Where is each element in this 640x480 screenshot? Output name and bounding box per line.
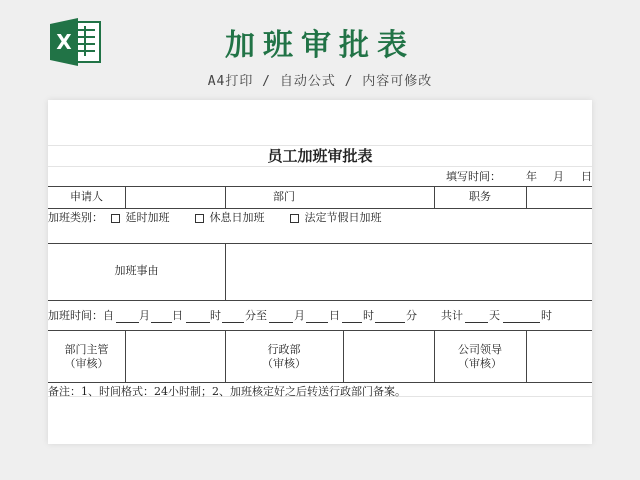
remark-text: 备注：1、时间格式：24小时制；2、加班核定好之后转送行政部门备案。 — [48, 385, 406, 398]
approval-name: 部门主管 — [64, 343, 109, 356]
unit-days: 天 — [489, 309, 500, 322]
unit-minute-to: 分至 — [245, 309, 267, 322]
option-overtime[interactable]: 延时加班 — [111, 211, 170, 225]
reason-label: 加班事由 — [114, 264, 159, 277]
form-title: 员工加班审批表 — [267, 147, 373, 165]
blank-line — [151, 322, 172, 323]
approval-note: （审核） — [262, 357, 306, 370]
checkbox-icon — [111, 214, 120, 223]
unit-day: 日 — [329, 309, 340, 322]
unit-hours: 时 — [541, 309, 552, 322]
total-label: 共计 — [441, 309, 463, 322]
approval-name: 公司领导 — [458, 343, 502, 356]
blank-line — [375, 322, 405, 323]
approval-admin — [225, 343, 343, 371]
signature-field[interactable] — [527, 331, 591, 381]
option-rest-day[interactable]: 休息日加班 — [195, 211, 265, 225]
blank-line — [186, 322, 210, 323]
approval-note: （审核） — [64, 357, 109, 370]
table-border — [48, 300, 592, 301]
approval-note: （审核） — [458, 357, 502, 370]
excel-logo-letter: X — [56, 30, 72, 54]
year-label: 年 — [526, 170, 537, 183]
fill-time-label: 填写时间： — [446, 170, 501, 183]
grid-line — [48, 166, 592, 167]
blank-line — [306, 322, 328, 323]
applicant-label: 申请人 — [70, 190, 103, 203]
applicant-field[interactable] — [126, 187, 224, 207]
position-field[interactable] — [527, 187, 591, 207]
approval-leadership — [434, 343, 526, 371]
page-title: 加班审批表 — [225, 28, 415, 63]
approval-dept-head — [48, 343, 125, 371]
blank-line — [222, 322, 244, 323]
form-sheet — [48, 100, 592, 444]
unit-hour: 时 — [210, 309, 221, 322]
signature-field[interactable] — [344, 331, 433, 381]
unit-minute: 分 — [406, 309, 417, 322]
option-holiday[interactable]: 法定节假日加班 — [290, 211, 382, 225]
time-from-label: 加班时间：自 — [48, 309, 114, 322]
unit-hour: 时 — [363, 309, 374, 322]
checkbox-icon — [290, 214, 299, 223]
unit-month: 月 — [294, 309, 305, 322]
unit-month: 月 — [139, 309, 150, 322]
unit-day: 日 — [172, 309, 183, 322]
table-border — [48, 382, 592, 383]
month-label: 月 — [553, 170, 564, 183]
position-label: 职务 — [469, 190, 491, 203]
category-label: 加班类别： — [48, 211, 103, 224]
page-subtitle: A4打印 / 自动公式 / 内容可修改 — [207, 74, 433, 89]
blank-line — [342, 322, 362, 323]
approval-name: 行政部 — [267, 343, 301, 356]
blank-line — [269, 322, 293, 323]
checkbox-icon — [195, 214, 204, 223]
blank-line — [503, 322, 540, 323]
department-field[interactable] — [344, 187, 433, 207]
day-label: 日 — [581, 170, 592, 183]
table-border — [48, 208, 592, 209]
signature-field[interactable] — [126, 331, 224, 381]
department-label: 部门 — [273, 190, 295, 203]
grid-line — [48, 145, 592, 146]
blank-line — [116, 322, 139, 323]
reason-field[interactable] — [226, 244, 591, 299]
blank-line — [465, 322, 488, 323]
